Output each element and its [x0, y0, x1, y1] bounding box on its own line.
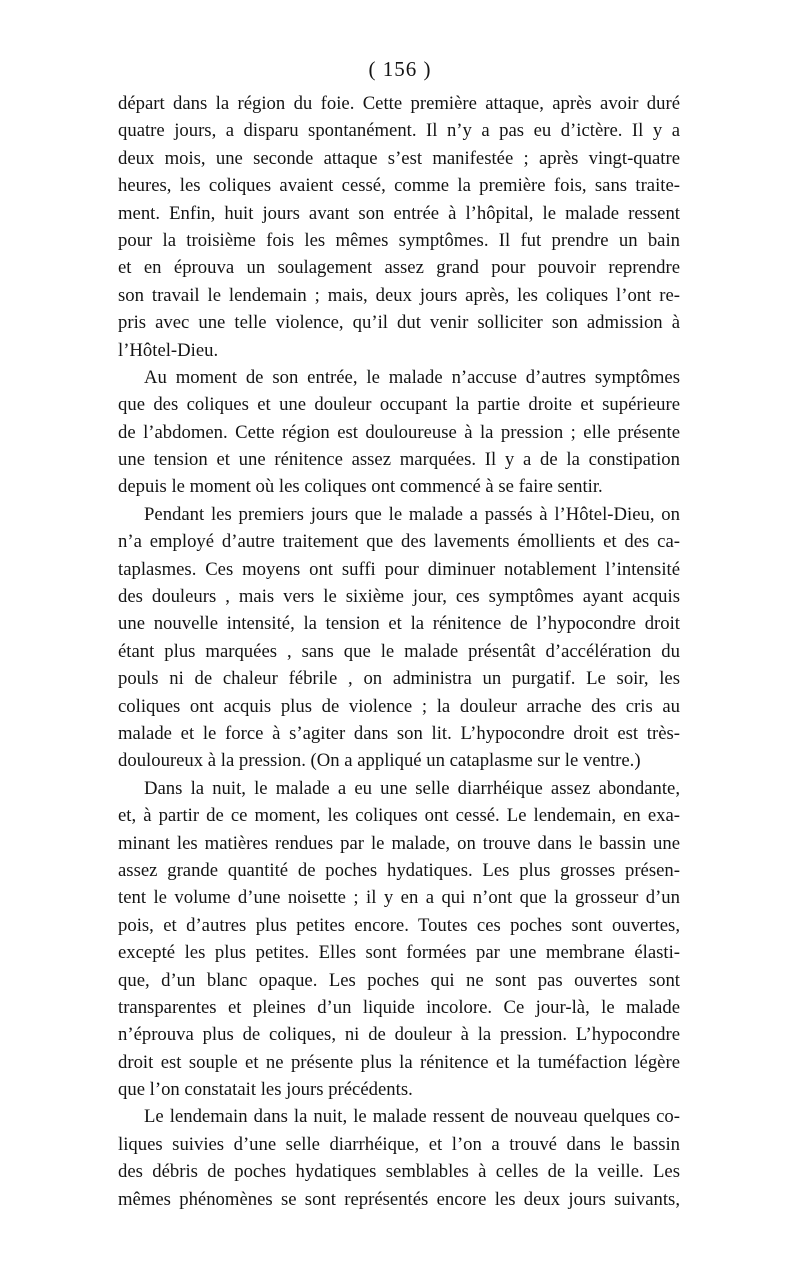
text-line: pris avec une telle violence, qu’il dut venir solliciter son admission à: [118, 312, 680, 334]
text-line: transparentes et pleines d’un liquide incolore. Ce jour-là, le malade: [118, 996, 680, 1018]
text-line: que des coliques et une douleur occupant la partie droite et supérieure: [118, 394, 680, 416]
text-line: quatre jours, a disparu spontanément. Il n’y a pas eu d’ictère. Il y a: [118, 120, 680, 142]
text-line: pouls ni de chaleur fébrile , on administra un purgatif. Le soir, les: [118, 668, 680, 690]
paragraph: [118, 1103, 680, 1213]
text-line: n’a employé d’autre traitement que des lavements émollients et des ca-: [118, 531, 680, 553]
text-line: tent le volume d’une noisette ; il y en a qui n’ont que la grosseur d’un: [118, 887, 680, 909]
text-line: des douleurs , mais vers le sixième jour, ces symptômes ayant acquis: [118, 586, 680, 608]
text-line: douloureux à la pression. (On a appliqué un cataplasme sur le ventre.): [118, 750, 641, 772]
text-line: une tension et une rénitence assez marquées. Il y a de la constipation: [118, 449, 680, 471]
paragraph: [118, 501, 680, 775]
text-line: que, d’un blanc opaque. Les poches qui ne sont pas ouvertes sont: [118, 969, 680, 991]
text-line: Le lendemain dans la nuit, le malade ressent de nouveau quelques co-: [144, 1106, 680, 1128]
text-line: assez grande quantité de poches hydatiques. Les plus grosses présen-: [118, 859, 680, 881]
text-line: Pendant les premiers jours que le malade a passés à l’Hôtel-Dieu, on: [144, 503, 680, 525]
text-line: deux mois, une seconde attaque s’est manifestée ; après vingt-quatre: [118, 147, 680, 169]
paragraph: [118, 90, 680, 364]
body-text: [118, 90, 680, 1213]
text-line: n’éprouva plus de coliques, ni de douleur à la pression. L’hypocondre: [118, 1024, 680, 1046]
text-line: et, à partir de ce moment, les coliques ont cessé. Le lendemain, en exa-: [118, 805, 680, 827]
text-line: liques suivies d’une selle diarrhéique, et l’on a trouvé dans le bassin: [118, 1133, 680, 1155]
text-line: Dans la nuit, le malade a eu une selle diarrhéique assez abondante,: [144, 777, 680, 799]
text-line: une nouvelle intensité, la tension et la rénitence de l’hypocondre droit: [118, 613, 680, 635]
text-line: pois, et d’autres plus petites encore. Toutes ces poches sont ouvertes,: [118, 914, 680, 936]
text-line: et en éprouva un soulagement assez grand pour pouvoir reprendre: [118, 257, 680, 279]
text-line: heures, les coliques avaient cessé, comme la première fois, sans traite-: [118, 175, 680, 197]
text-line: Au moment de son entrée, le malade n’accuse d’autres symptômes: [144, 366, 680, 388]
text-line: l’Hôtel-Dieu.: [118, 339, 219, 361]
text-line: depuis le moment où les coliques ont commencé à se faire sentir.: [118, 476, 603, 498]
text-line: ment. Enfin, huit jours avant son entrée à l’hôpital, le malade ressent: [118, 202, 680, 224]
text-line: malade et le force à s’agiter dans son lit. L’hypocondre droit est très-: [118, 722, 680, 744]
page-number: ( 156 ): [368, 57, 432, 81]
paragraph: [118, 775, 680, 1104]
text-line: minant les matières rendues par le malade, on trouve dans le bassin une: [118, 832, 680, 854]
text-line: droit est souple et ne présente plus la rénitence et la tuméfaction légère: [118, 1051, 680, 1073]
paragraph: [118, 364, 680, 501]
text-line: pour la troisième fois les mêmes symptômes. Il fut prendre un bain: [118, 229, 680, 251]
text-line: son travail le lendemain ; mais, deux jours après, les coliques l’ont re-: [118, 284, 680, 306]
text-line: que l’on constatait les jours précédents.: [118, 1079, 413, 1101]
text-line: départ dans la région du foie. Cette première attaque, après avoir duré: [118, 93, 680, 114]
text-line: de l’abdomen. Cette région est douloureuse à la pression ; elle présente: [118, 421, 680, 443]
text-line: mêmes phénomènes se sont représentés encore les deux jours suivants,: [118, 1188, 680, 1210]
text-line: des débris de poches hydatiques semblables à celles de la veille. Les: [118, 1161, 680, 1183]
text-line: taplasmes. Ces moyens ont suffi pour diminuer notablement l’intensité: [118, 558, 680, 580]
text-line: coliques ont acquis plus de violence ; la douleur arrache des cris au: [118, 695, 680, 717]
text-line: excepté les plus petites. Elles sont formées par une membrane élasti-: [118, 942, 680, 964]
text-line: étant plus marquées , sans que le malade présentât d’accélération du: [118, 640, 680, 662]
